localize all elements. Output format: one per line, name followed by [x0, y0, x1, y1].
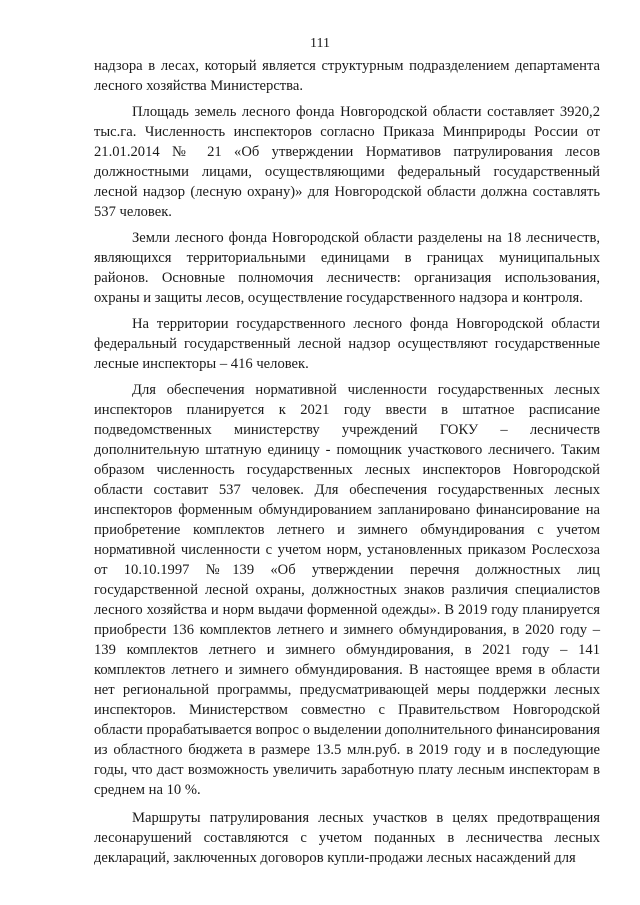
paragraph-continuation: надзора в лесах, который является структурным подразделением департамента лесного хозяйства Министерства. — [94, 58, 600, 94]
body-text — [94, 56, 600, 868]
paragraph-forest-area: Площадь земель лесного фонда Новгородской области составляет 3920,2 тыс.га. Численность инспекторов согласно Приказа Минприроды России от 21.01.2014 № 21 «Об утверждении Нормативов патрулирования лесов должностными лицами, осуществляющими федеральный государственный лесной надзор (лесную охрану)» для Новгородской области должна составлять 537 человек. — [94, 104, 600, 220]
paragraph-forestries: Земли лесного фонда Новгородской области разделены на 18 лесничеств, являющихся территориальными единицами в границах муниципальных районов. Основные полномочия лесничеств: организация использования, охраны и защиты лесов, осуществление государственного надзора и контроля. — [94, 230, 600, 306]
paragraph-staffing-and-uniforms: Для обеспечения нормативной численности государственных лесных инспекторов планируется к 2021 году ввести в штатное расписание подведомственных министерству учреждений ГОКУ – лесничеств дополнительную штатную единицу - помощник участкового лесничего. Таким образом численность государственных лесных инспекторов Новгородской области составит 537 человек. Для обеспечения государственных лесных инспекторов форменным обмундированием запланировано финансирование на приобретение комплектов летнего и зимнего обмундирования с учетом нормативной численности с учетом норм, установленных приказом Рослесхоза от 10.10.1997 №139 «Об утверждении перечня должностных лиц государственной лесной охраны, должностных знаков различия специалистов лесного хозяйства и норм выдачи форменной одежды». В 2019 году планируется приобрести 136 комплектов летнего и зимнего обмундирования, в 2020 году – 139 комплектов летнего и зимнего обмундирования, в 2021 году – 141 комплектов летнего и зимнего обмундирования. В настоящее время в области нет региональной программы, предусматривающей меры поддержки лесных инспекторов. Министерством совместно с Правительством Новгородской области прорабатывается вопрос о выделении дополнительного финансирования из областного бюджета в размере 13.5 млн.руб. в 2019 году и в последующие годы, что даст возможность увеличить заработную плату лесным инспекторам в среднем на 10 %. — [94, 382, 600, 798]
paragraph-patrol-routes: Маршруты патрулирования лесных участков в целях предотвращения лесонарушений составляются с учетом поданных в лесничества лесных деклараций, заключенных договоров купли-продажи лесных насаждений для — [94, 810, 600, 866]
page-number: 111 — [310, 36, 330, 51]
paragraph-inspectors: На территории государственного лесного фонда Новгородской области федеральный государственный лесной надзор осуществляют государственные лесные инспекторы – 416 человек. — [94, 316, 600, 372]
